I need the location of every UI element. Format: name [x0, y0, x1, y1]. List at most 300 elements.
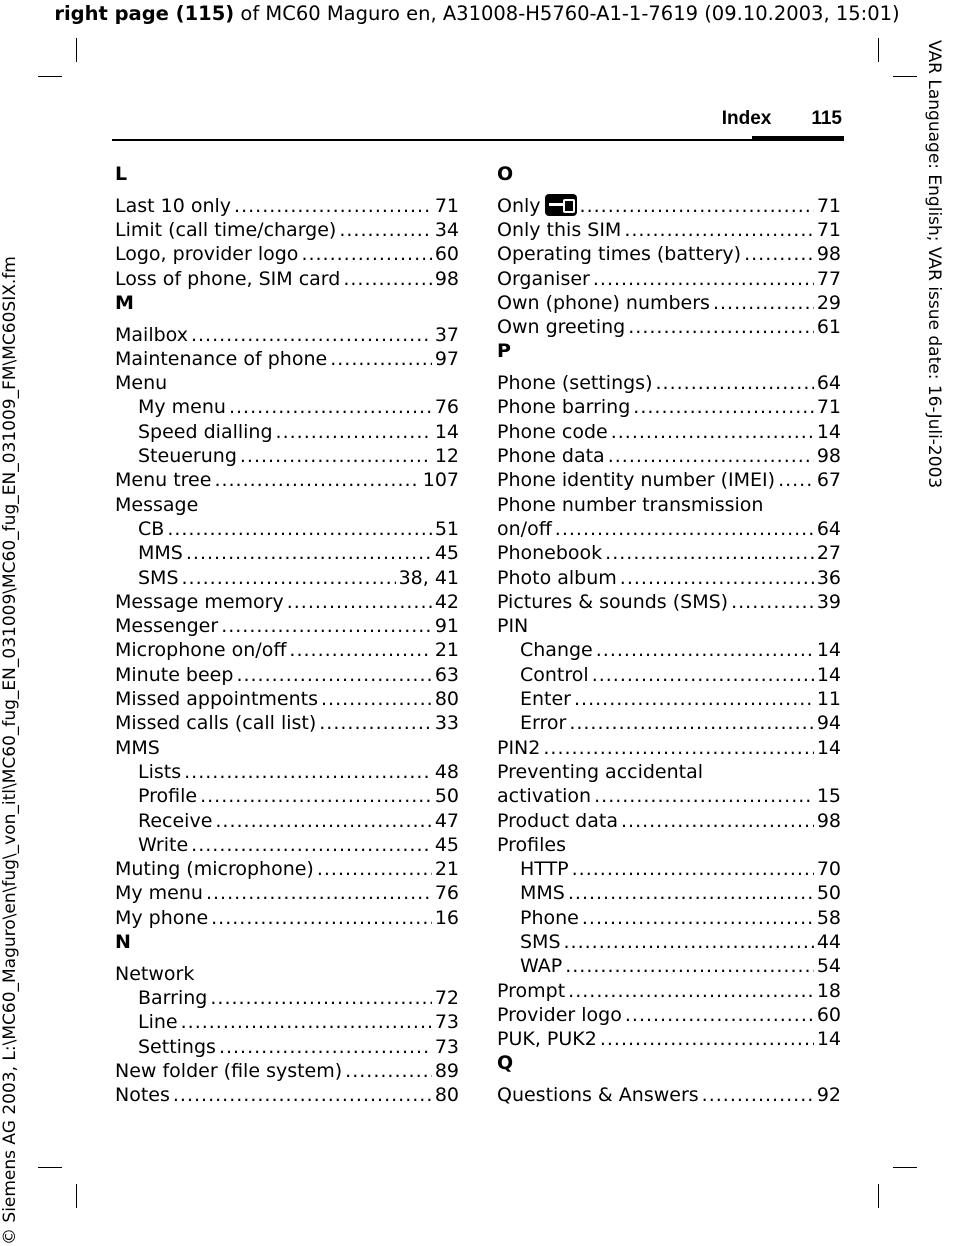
entry-page-ref: 48 [434, 760, 459, 783]
entry-term-text: Phonebook [497, 542, 603, 565]
entry-term [497, 315, 625, 339]
index-entry [115, 711, 459, 735]
entry-page-ref: 89 [434, 1059, 459, 1082]
key-lock-icon [545, 194, 577, 216]
entry-page-ref: 64 [816, 517, 841, 540]
entry-term-text: Phone data [497, 445, 605, 468]
leader-dots [301, 242, 431, 266]
entry-term [497, 444, 605, 468]
index-entry [497, 784, 841, 808]
leader-dots [592, 663, 814, 687]
entry-term-text: Logo, provider logo [115, 243, 299, 266]
entry-term-text: MMS [115, 736, 160, 759]
index-entry [115, 218, 459, 242]
leader-dots [215, 809, 431, 833]
leader-dots [596, 638, 814, 662]
entry-page-ref: 39 [816, 590, 841, 613]
entry-page-ref: 67 [816, 469, 841, 492]
entry-term-text: WAP [520, 955, 563, 978]
entry-term [497, 1083, 699, 1107]
entry-page-ref: 38, 41 [398, 566, 459, 589]
leader-dots [778, 468, 814, 492]
leader-dots [200, 784, 432, 808]
entry-term [138, 1035, 216, 1059]
entry-page-ref: 16 [434, 906, 459, 929]
leader-dots [184, 760, 432, 784]
entry-page-ref: 71 [434, 194, 459, 217]
index-entry [497, 267, 841, 291]
leader-dots [611, 420, 814, 444]
index-entry [497, 291, 841, 315]
index-entry [115, 242, 459, 266]
entry-page-ref: 54 [816, 955, 841, 978]
index-entry [497, 444, 841, 468]
index-subentry [115, 833, 459, 857]
index-entry [115, 906, 459, 930]
index-letter-heading: N [115, 930, 131, 953]
entry-term-text: PIN [497, 615, 529, 638]
entry-term [115, 1059, 342, 1083]
entry-page-ref: 64 [816, 372, 841, 395]
index-subentry [497, 881, 841, 905]
leader-dots [319, 711, 432, 735]
crop-mark [878, 1184, 879, 1208]
entry-term [138, 833, 188, 857]
entry-term-text: Speed dialling [138, 420, 273, 443]
entry-page-ref: 36 [816, 566, 841, 589]
index-entry [115, 663, 459, 687]
index-subentry [497, 930, 841, 954]
header-rule [112, 139, 844, 141]
index-entry [115, 468, 459, 492]
index-entry [115, 736, 459, 760]
entry-term [115, 736, 160, 760]
entry-term [497, 395, 630, 419]
index-entry [497, 833, 841, 857]
page-number: 115 [811, 108, 842, 129]
entry-term [115, 347, 327, 371]
entry-page-ref: 51 [434, 517, 459, 540]
entry-term [497, 493, 763, 517]
entry-page-ref: 80 [434, 1084, 459, 1107]
leader-dots [211, 906, 432, 930]
entry-term-text: Profiles [497, 833, 566, 856]
entry-term-text: Operating times (battery) [497, 243, 742, 266]
entry-term-text: Control [520, 663, 589, 686]
entry-term-text: Loss of phone, SIM card [115, 267, 341, 290]
entry-page-ref: 60 [434, 243, 459, 266]
index-entry [115, 590, 459, 614]
entry-term [497, 371, 653, 395]
entry-term [115, 242, 298, 266]
leader-dots [317, 857, 432, 881]
index-entry [115, 323, 459, 347]
entry-page-ref: 11 [816, 688, 841, 711]
entry-page-ref: 44 [816, 930, 841, 953]
index-entry [497, 614, 841, 638]
leader-dots [173, 1083, 432, 1107]
entry-term [497, 736, 540, 760]
entry-page-ref: 98 [816, 243, 841, 266]
entry-term-text: HTTP [520, 858, 569, 881]
entry-page-ref: 33 [434, 712, 459, 735]
entry-page-ref: 77 [816, 267, 841, 290]
entry-page-ref: 45 [434, 833, 459, 856]
entry-term [520, 663, 589, 687]
index-entry [497, 979, 841, 1003]
entry-term [115, 687, 318, 711]
index-entry [115, 614, 459, 638]
leader-dots [569, 711, 814, 735]
entry-term [115, 371, 167, 395]
index-entry [497, 809, 841, 833]
entry-page-ref: 76 [434, 882, 459, 905]
index-subentry [115, 420, 459, 444]
leader-dots [744, 242, 814, 266]
entry-term [115, 711, 316, 735]
index-subentry [497, 711, 841, 735]
entry-term [138, 1010, 178, 1034]
entry-term-text: Product data [497, 809, 618, 832]
leader-dots [276, 420, 432, 444]
entry-term-text: Phone code [497, 420, 608, 443]
entry-term [115, 906, 208, 930]
index-entry [497, 541, 841, 565]
entry-term-text: Maintenance of phone [115, 347, 328, 370]
banner-doc-info: of MC60 Maguro en, A31008-H5760-A1-1-7619 (09.10.2003, 15:01) [234, 2, 900, 25]
entry-term [115, 1083, 170, 1107]
entry-term [115, 493, 198, 517]
index-entry [497, 194, 841, 218]
index-entry [115, 267, 459, 291]
leader-dots [343, 267, 431, 291]
index-entry [497, 1083, 841, 1107]
entry-term-text: Prompt [497, 979, 566, 1002]
crop-mark [38, 76, 62, 77]
leader-dots [543, 736, 813, 760]
entry-page-ref: 58 [816, 906, 841, 929]
index-entry [497, 493, 841, 517]
entry-term [497, 590, 728, 614]
entry-page-ref: 14 [816, 736, 841, 759]
index-subentry [115, 986, 459, 1010]
index-entry [497, 395, 841, 419]
entry-term [497, 809, 618, 833]
entry-term-text: CB [138, 517, 165, 540]
leader-dots [621, 809, 814, 833]
entry-term-text: Only this SIM [497, 218, 622, 241]
entry-term [497, 194, 577, 218]
entry-page-ref: 27 [816, 542, 841, 565]
crop-mark [76, 1184, 77, 1208]
entry-term [520, 638, 593, 662]
entry-term [497, 291, 710, 315]
banner-page-ref: right page (115) [54, 2, 235, 25]
leader-dots [210, 986, 431, 1010]
leader-dots [555, 517, 814, 541]
index-entry [497, 315, 841, 339]
index-entry [497, 468, 841, 492]
index-entry [115, 881, 459, 905]
index-entry [497, 517, 841, 541]
entry-term-text: Message memory [115, 590, 284, 613]
index-entry [497, 760, 841, 784]
entry-page-ref: 60 [816, 1003, 841, 1026]
entry-page-ref: 76 [434, 396, 459, 419]
entry-page-ref: 61 [816, 316, 841, 339]
entry-term-text: Profile [138, 785, 198, 808]
entry-term-text: Lists [138, 760, 182, 783]
running-head [722, 108, 842, 130]
entry-term-text: SMS [520, 930, 561, 953]
entry-term-text: Phone barring [497, 396, 631, 419]
index-subentry [115, 1010, 459, 1034]
index-subentry [115, 541, 459, 565]
leader-dots [633, 395, 814, 419]
leader-dots [713, 291, 814, 315]
entry-term-text: Last 10 only [115, 194, 232, 217]
leader-dots [568, 881, 814, 905]
entry-term [497, 218, 621, 242]
entry-term [138, 444, 237, 468]
leader-dots [605, 541, 814, 565]
entry-page-ref: 94 [816, 712, 841, 735]
entry-page-ref: 70 [816, 858, 841, 881]
crop-mark [878, 38, 879, 62]
entry-page-ref: 98 [434, 267, 459, 290]
entry-term [115, 881, 203, 905]
leader-dots [287, 590, 432, 614]
entry-term-text: SMS [138, 566, 179, 589]
entry-term-text: Messenger [115, 615, 219, 638]
crop-mark [893, 1167, 917, 1168]
entry-term [520, 687, 571, 711]
leader-dots [574, 687, 814, 711]
entry-term-text: Limit (call time/charge) [115, 218, 337, 241]
index-entry [497, 420, 841, 444]
var-language-slug: VAR Language: English; VAR issue date: 16-Juli-2003 [924, 40, 944, 489]
leader-dots [167, 517, 432, 541]
index-entry [497, 218, 841, 242]
entry-term-text: Organiser [497, 267, 590, 290]
index-entry [115, 371, 459, 395]
entry-page-ref: 37 [434, 323, 459, 346]
index-column-left [115, 162, 459, 1107]
entry-page-ref: 14 [434, 420, 459, 443]
entry-page-ref: 12 [434, 445, 459, 468]
entry-term-text: My menu [115, 882, 203, 905]
leader-dots [234, 194, 432, 218]
index-subentry [497, 906, 841, 930]
leader-dots [206, 881, 432, 905]
entry-term-text: Message [115, 493, 199, 516]
entry-term-text: Questions & Answers [497, 1084, 699, 1107]
index-entry [497, 590, 841, 614]
entry-term [497, 541, 602, 565]
leader-dots [191, 323, 432, 347]
leader-dots [214, 468, 419, 492]
entry-term [497, 784, 591, 808]
index-subentry [115, 566, 459, 590]
entry-term-text: activation [497, 785, 592, 808]
entry-term-text: Own greeting [497, 316, 626, 339]
crop-mark [76, 38, 77, 62]
index-entry [115, 687, 459, 711]
index-subentry [115, 444, 459, 468]
entry-term [138, 760, 181, 784]
entry-page-ref: 47 [434, 809, 459, 832]
entry-page-ref: 71 [816, 396, 841, 419]
entry-term-text: Error [520, 712, 567, 735]
leader-dots [572, 857, 814, 881]
leader-dots [620, 566, 814, 590]
leader-dots [656, 371, 814, 395]
entry-term-text: Phone identity number (IMEI) [497, 469, 776, 492]
entry-term-text: Own (phone) numbers [497, 291, 710, 314]
entry-page-ref: 14 [816, 1028, 841, 1051]
entry-page-ref: 98 [816, 445, 841, 468]
index-subentry [497, 663, 841, 687]
entry-term [497, 1027, 597, 1051]
entry-term-text: Line [138, 1011, 178, 1034]
index-entry [115, 1059, 459, 1083]
index-subentry [115, 784, 459, 808]
entry-page-ref: 91 [434, 615, 459, 638]
entry-page-ref: 29 [816, 291, 841, 314]
entry-page-ref: 50 [434, 785, 459, 808]
entry-term [115, 218, 336, 242]
entry-term [138, 420, 273, 444]
index-column-right [497, 162, 841, 1107]
leader-dots [600, 1027, 814, 1051]
entry-term [497, 267, 590, 291]
entry-term-text: Menu tree [115, 469, 212, 492]
leader-dots [321, 687, 432, 711]
entry-term-text: Phone (settings) [497, 372, 653, 395]
index-letter-heading: O [497, 163, 514, 185]
entry-term-text: Phone number transmission [497, 493, 764, 516]
entry-page-ref: 92 [816, 1084, 841, 1107]
entry-term-text: Change [520, 639, 593, 662]
entry-term-text: Missed appointments [115, 688, 319, 711]
entry-term [138, 517, 164, 541]
entry-term-text: Preventing accidental [497, 760, 704, 783]
entry-term [520, 954, 562, 978]
entry-page-ref: 21 [434, 639, 459, 662]
leader-dots [236, 663, 431, 687]
entry-term-text: Mailbox [115, 323, 188, 346]
leader-dots [608, 444, 814, 468]
leader-dots [330, 347, 432, 371]
leader-dots [625, 1003, 814, 1027]
entry-term [115, 638, 286, 662]
entry-page-ref: 21 [434, 858, 459, 881]
entry-page-ref: 50 [816, 882, 841, 905]
leader-dots [219, 1035, 432, 1059]
index-subentry [497, 857, 841, 881]
entry-term-text: Provider logo [497, 1003, 622, 1026]
index-entry [115, 194, 459, 218]
print-banner [0, 2, 954, 25]
entry-term-text: Steuerung [138, 445, 237, 468]
entry-page-ref: 73 [434, 1011, 459, 1034]
leader-dots [221, 614, 432, 638]
index-letter-heading: P [497, 340, 511, 363]
entry-page-ref: 107 [422, 469, 459, 492]
leader-dots [186, 541, 432, 565]
entry-term [115, 468, 211, 492]
index-entry [497, 371, 841, 395]
entry-term-text: Minute beep [115, 663, 234, 686]
leader-dots [564, 930, 814, 954]
entry-page-ref: 15 [816, 785, 841, 808]
index-letter-heading: Q [497, 1052, 514, 1075]
index-subentry [115, 809, 459, 833]
index-entry [115, 347, 459, 371]
entry-page-ref: 71 [816, 194, 841, 217]
entry-term [115, 962, 194, 986]
entry-term [115, 194, 231, 218]
index-subentry [115, 395, 459, 419]
entry-term [497, 566, 617, 590]
index-subentry [115, 517, 459, 541]
index-subentry [497, 954, 841, 978]
entry-term-text: Write [138, 833, 189, 856]
index-entry [497, 242, 841, 266]
file-path-slug: © Siemens AG 2003, L:\MC60_Maguro\en\fug\_von_itl\MC60_fug_EN_031009\MC60_fug_EN_031009_FM\MC60SIX.fm [0, 256, 20, 1245]
entry-term [497, 833, 566, 857]
index-entry [497, 1027, 841, 1051]
leader-dots [624, 218, 813, 242]
index-letter-heading: L [115, 163, 128, 185]
entry-page-ref: 18 [816, 979, 841, 1002]
leader-dots [181, 1010, 432, 1034]
entry-term [138, 784, 197, 808]
leader-dots [594, 784, 814, 808]
entry-term-text: Barring [138, 986, 208, 1009]
entry-term-text: PUK, PUK2 [497, 1028, 597, 1051]
header-rule-tab [752, 136, 844, 140]
entry-term [138, 986, 207, 1010]
entry-page-ref: 14 [816, 663, 841, 686]
entry-term [138, 395, 226, 419]
leader-dots [240, 444, 432, 468]
leader-dots [731, 590, 814, 614]
index-subentry [115, 760, 459, 784]
entry-term-text: Muting (microphone) [115, 858, 314, 881]
entry-term [115, 614, 218, 638]
entry-term-text: Receive [138, 809, 213, 832]
entry-term [115, 663, 233, 687]
entry-term [497, 760, 703, 784]
entry-term [520, 930, 561, 954]
leader-dots [628, 315, 814, 339]
entry-term-text: Missed calls (call list) [115, 712, 317, 735]
leader-dots [580, 194, 814, 218]
entry-term [138, 809, 212, 833]
index-letter-heading: M [115, 291, 134, 314]
entry-term [497, 614, 528, 638]
leader-dots [593, 267, 814, 291]
entry-term-text: My phone [115, 906, 209, 929]
leader-dots [289, 638, 431, 662]
entry-term [497, 420, 608, 444]
entry-term-text: Only [497, 194, 541, 217]
entry-term [497, 468, 775, 492]
entry-term-text: Menu [115, 372, 168, 395]
entry-term [497, 979, 565, 1003]
entry-term-text: Photo album [497, 566, 617, 589]
